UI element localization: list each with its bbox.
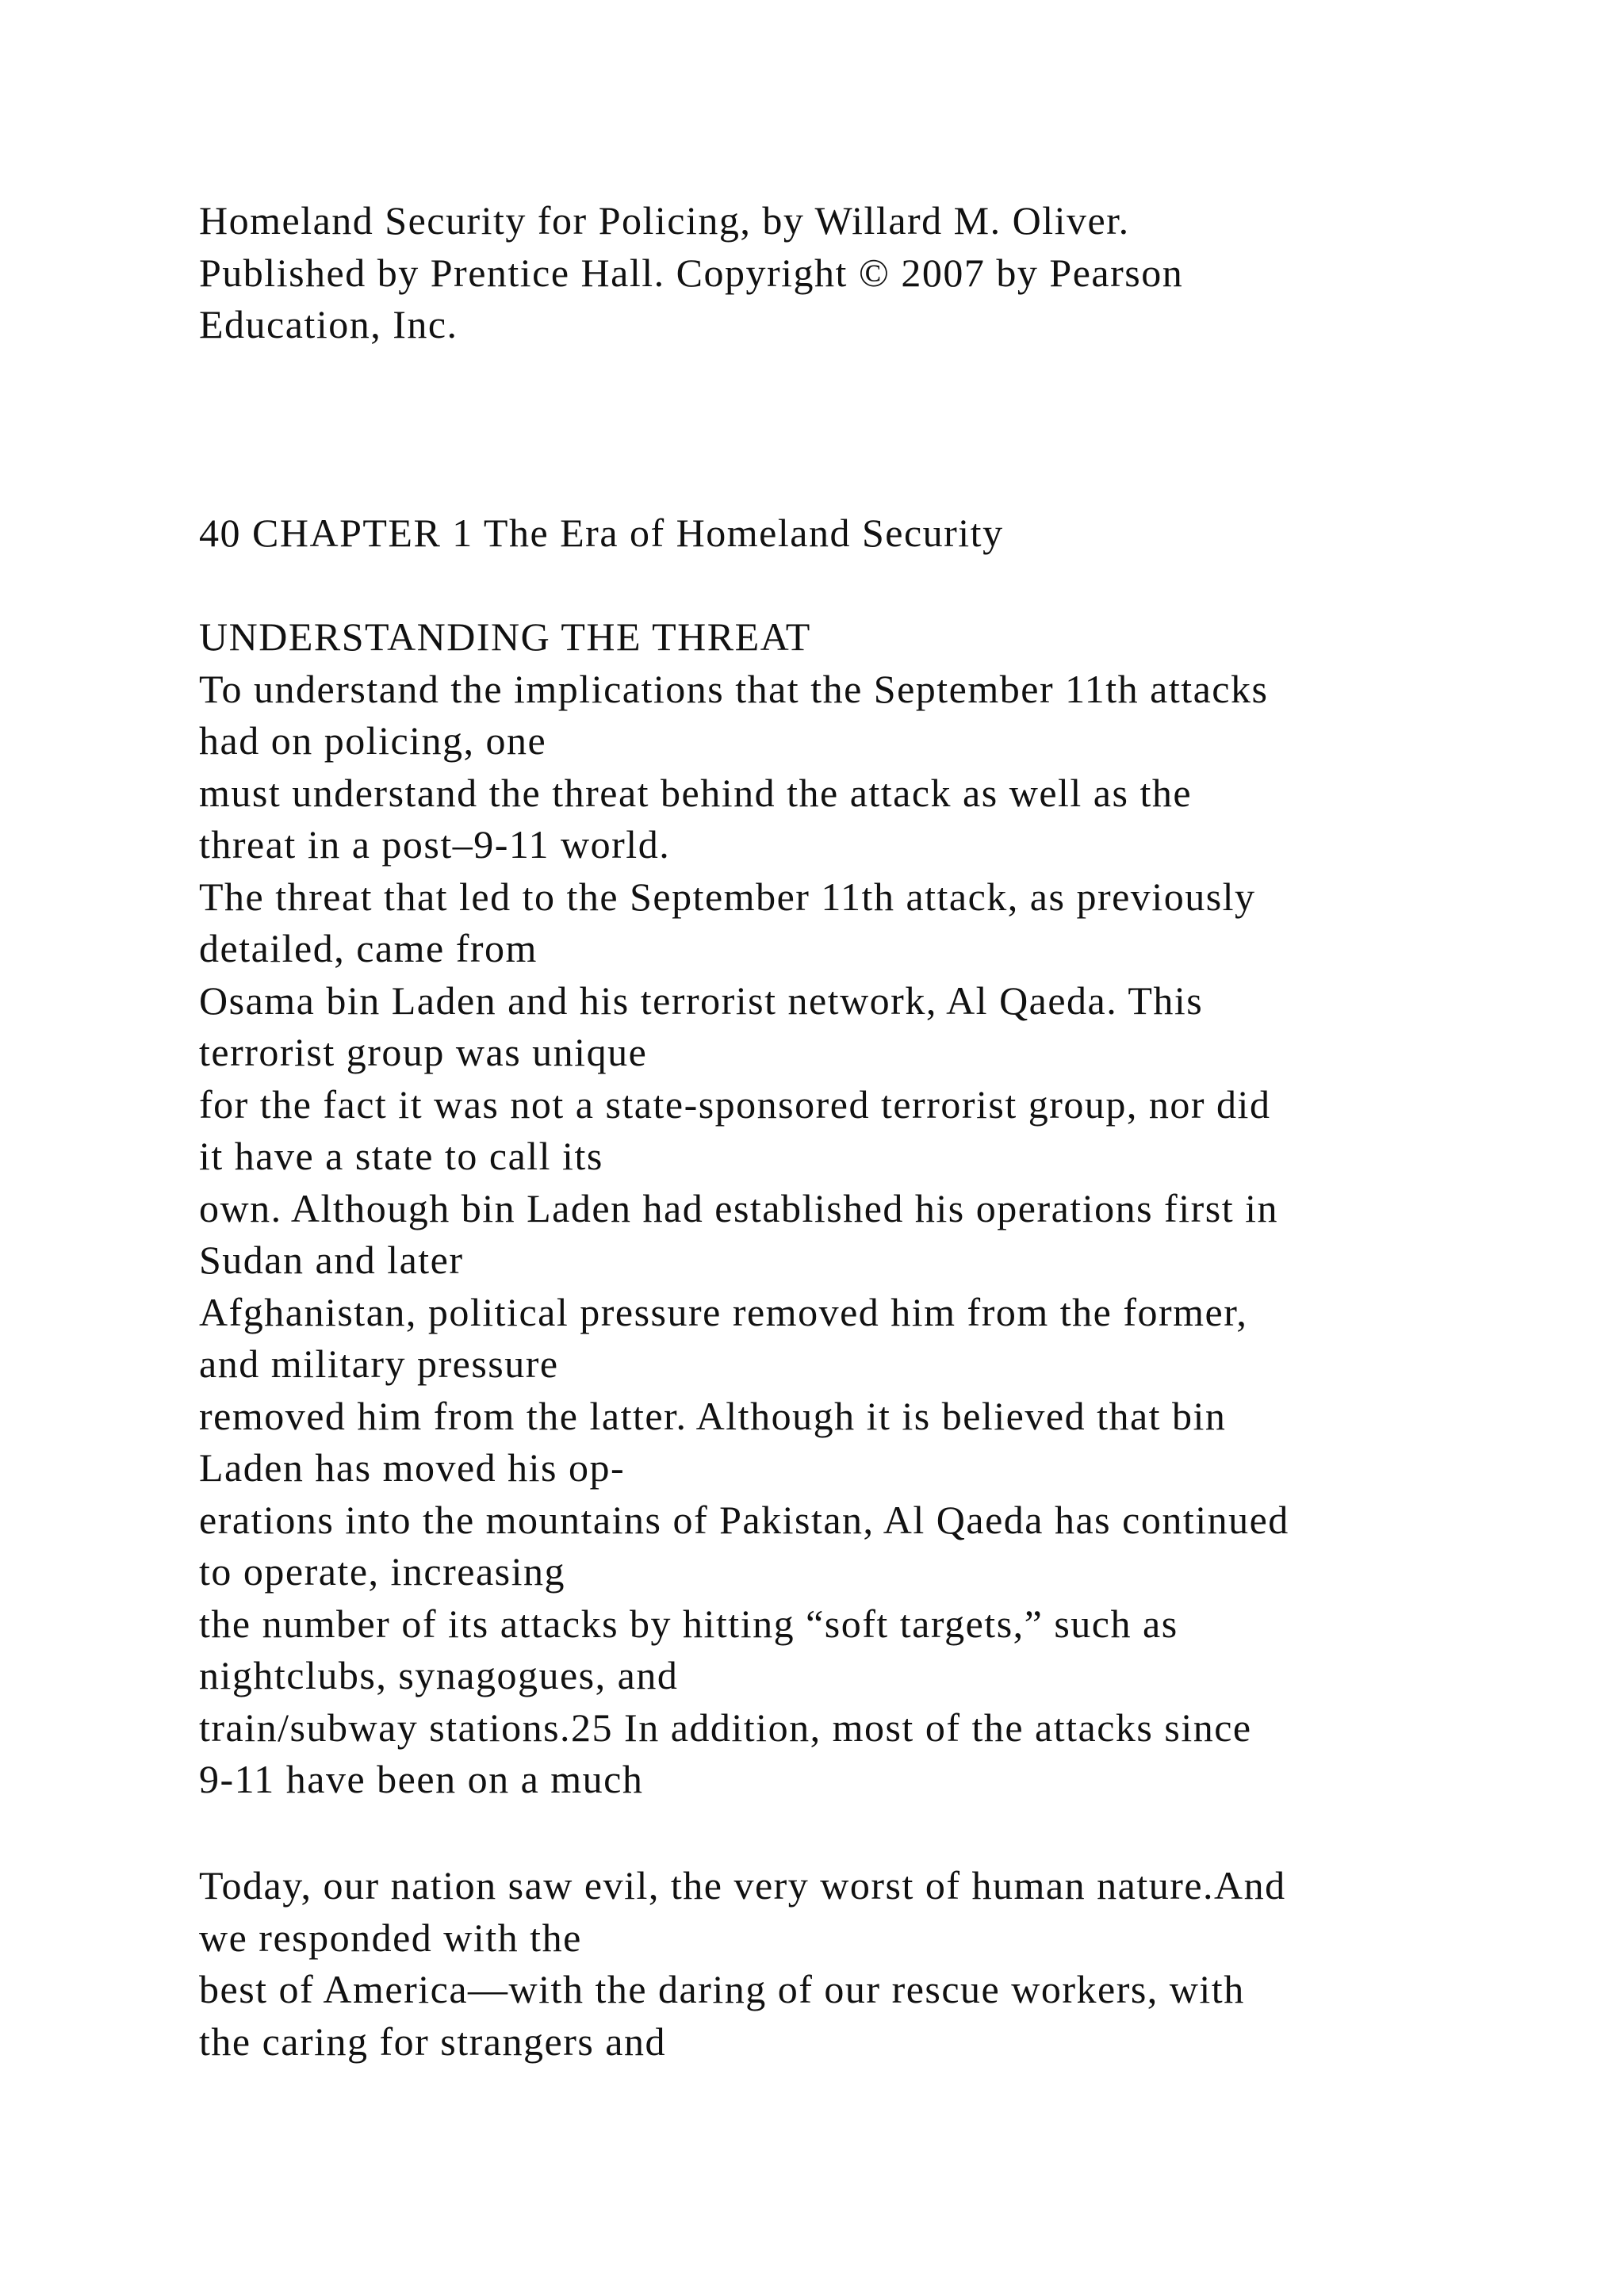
body-line: Afghanistan, political pressure removed him from the former, [199, 1289, 1248, 1334]
quote-line: Today, our nation saw evil, the very worst of human nature.And [199, 1863, 1286, 1908]
quote-line: the caring for strangers and [199, 2019, 666, 2064]
body-line: for the fact it was not a state-sponsored terrorist group, nor did [199, 1081, 1271, 1127]
citation-line: Education, Inc. [199, 302, 458, 346]
body-line: detailed, came from [199, 926, 538, 970]
body-line: Sudan and later [199, 1238, 464, 1282]
body-line: it have a state to call its [199, 1134, 603, 1178]
body-line: Osama bin Laden and his terrorist network, Al Qaeda. This [199, 978, 1204, 1023]
chapter-header-text: 40 CHAPTER 1 The Era of Homeland Security [199, 511, 1004, 555]
section-heading: UNDERSTANDING THE THREAT [199, 614, 811, 659]
body-line: had on policing, one [199, 718, 547, 763]
body-line: to operate, increasing [199, 1549, 565, 1594]
body-line: terrorist group was unique [199, 1030, 648, 1074]
quote-line: best of America—with the daring of our rescue workers, with [199, 1967, 1245, 2011]
citation [199, 195, 1595, 351]
body-line: train/subway stations.25 In addition, most of the attacks since [199, 1705, 1252, 1750]
section-understanding-the-threat [199, 611, 1595, 1806]
chapter-header [199, 507, 1595, 560]
quote-paragraph [199, 1860, 1595, 2068]
citation-line: Published by Prentice Hall. Copyright © 2007 by Pearson [199, 250, 1184, 295]
body-line: must understand the threat behind the attack as well as the [199, 770, 1193, 815]
body-line: erations into the mountains of Pakistan, Al Qaeda has continued [199, 1497, 1289, 1542]
body-line: To understand the implications that the September 11th attacks [199, 666, 1269, 711]
body-line: removed him from the latter. Although it is believed that bin [199, 1393, 1227, 1438]
body-line: The threat that led to the September 11th attack, as previously [199, 874, 1256, 919]
body-line: own. Although bin Laden had established his operations first in [199, 1185, 1278, 1230]
body-line: nightclubs, synagogues, and [199, 1653, 679, 1697]
body-line: Laden has moved his op- [199, 1445, 626, 1490]
body-line: and military pressure [199, 1341, 559, 1386]
body-line: 9-11 have been on a much [199, 1757, 644, 1801]
citation-line: Homeland Security for Policing, by Willard M. Oliver. [199, 198, 1130, 243]
quote-line: we responded with the [199, 1915, 582, 1960]
body-line: threat in a post–9-11 world. [199, 822, 671, 867]
body-line: the number of its attacks by hitting “soft targets,” such as [199, 1601, 1178, 1646]
